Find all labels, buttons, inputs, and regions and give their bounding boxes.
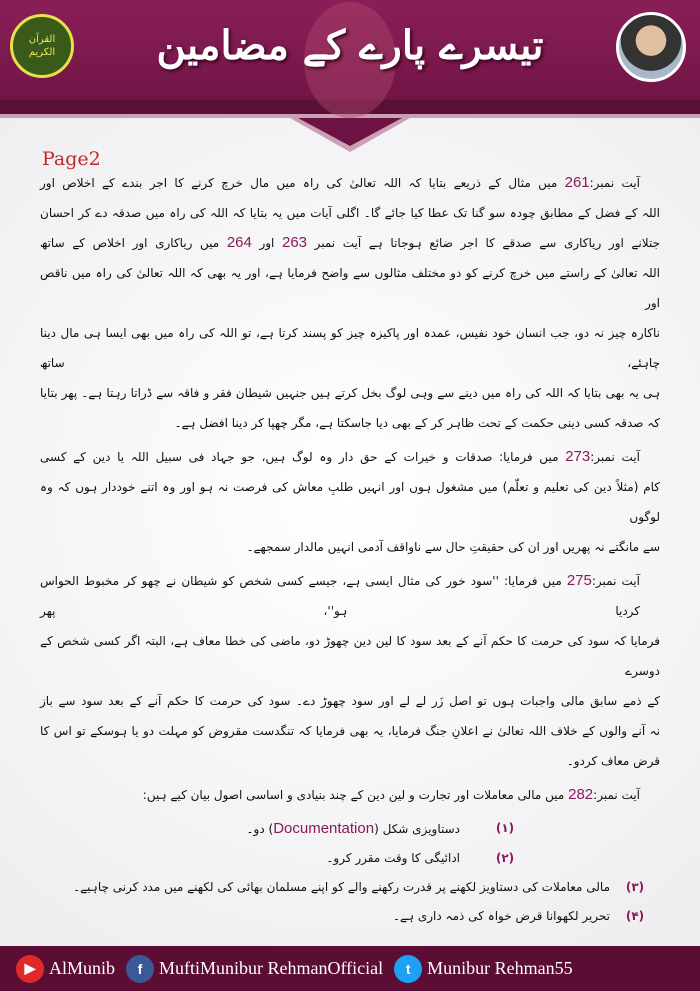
text-segment: ہی یہ بھی بتایا کہ اللہ کی راہ میں دینے سے وہی لوگ بخل کرتے ہیں جنہیں شیطان فقر و فاقہ سے ڈراتا رہتا ہے۔ پھر بتایا: [40, 386, 660, 400]
text-segment: میں مالی معاملات اور تجارت و لین دین کے چند بنیادی و اساسی اصول بیان کیے ہیں:: [142, 788, 569, 802]
text-segment: فرمایا کہ سود کی حرمت کا حکم آنے کے بعد سود کا لین دین چھوڑ دو، ماضی کی خطا معاف ہے، البتہ اگر کسی شخص کے دوسرے: [40, 634, 660, 678]
page-title: تیسرے پارے کے مضامین: [156, 22, 544, 69]
list-number: (۱): [495, 821, 515, 835]
list-item: [40, 873, 660, 902]
text-segment: آیت نمبر:: [589, 176, 640, 190]
text-line: [40, 442, 660, 472]
list-text: [40, 902, 610, 931]
list-text: [40, 814, 480, 844]
text-line: [40, 318, 660, 378]
list-item: [40, 844, 660, 873]
list-text: [40, 844, 480, 873]
list-number: (۲): [495, 851, 515, 865]
text-segment: دستاویزی شکل (: [374, 822, 460, 836]
text-segment: آیت نمبر:: [593, 788, 640, 802]
article-body: [40, 168, 660, 931]
quran-logo: [10, 14, 74, 78]
text-segment: تحریر لکھوانا قرض خواہ کی ذمہ داری ہے۔: [392, 909, 610, 923]
text-segment: آیت نمبر:: [591, 574, 640, 588]
text-segment: مالی معاملات کی دستاویز لکھنے پر قدرت رکھنے والے کو اپنے مسلمان بھائی کی لکھنے میں مدد کرنی چاہیے۔: [73, 880, 610, 894]
paragraph: [40, 566, 660, 776]
text-segment: اللہ کے فضل کے مطابق چودہ سو گنا تک عطا کیا جائے گا۔ اگلی آیات میں یہ بتایا کہ اللہ کی راہ میں صدقہ دے کر احسان: [40, 206, 660, 220]
author-avatar: [616, 12, 686, 82]
list-number: (۳): [625, 880, 645, 894]
text-line: [40, 228, 660, 258]
ayah-number: 273: [565, 448, 591, 465]
text-segment: سے مانگتے نہ پھریں اور ان کی حقیقتِ حال سے ناواقف آدمی انہیں مالدار سمجھے۔: [246, 540, 660, 554]
paragraph: [40, 780, 660, 810]
text-line: [40, 716, 660, 746]
ayah-number: 261: [564, 174, 590, 191]
text-segment: نہ آنے والوں کے خلاف اللہ تعالیٰ نے اعلانِ جنگ فرمایا، یہ بھی فرمایا کہ تنگدست مقروض کو مہلت دو یا ہوسکے تو اس کا: [40, 724, 660, 738]
text-segment: ) دو۔: [246, 822, 274, 836]
social-footer: [0, 946, 700, 991]
ayah-number: 282: [568, 786, 594, 803]
twitter-handle[interactable]: Munibur Rehman55: [427, 958, 573, 978]
principles-list: [40, 814, 660, 931]
text-line: [40, 746, 660, 776]
text-line: [40, 532, 660, 562]
facebook-icon[interactable]: f: [126, 955, 154, 983]
list-item: [40, 814, 660, 844]
paragraph: [40, 442, 660, 562]
text-line: [40, 472, 660, 532]
ayah-number: 275: [566, 572, 592, 589]
text-segment: میں ریاکاری اور اخلاص کے ساتھ: [40, 236, 227, 250]
youtube-handle[interactable]: AlMunib: [49, 958, 116, 978]
youtube-icon[interactable]: ▶: [16, 955, 44, 983]
list-item: [40, 902, 660, 931]
text-line: [40, 258, 660, 318]
text-segment: اللہ تعالیٰ کے راستے میں خرچ کرنے کو دو مختلف مثالوں سے واضح فرمایا ہے، اور یہ بھی کہ اللہ تعالیٰ کی راہ میں ناقص اور: [40, 266, 660, 310]
ayah-number: 263: [281, 234, 308, 251]
text-line: [40, 378, 660, 408]
text-segment: ناکارہ چیز نہ دو، جب انسان خود نفیس، عمدہ اور پاکیزہ چیز کو پسند کرتا ہے، تو اللہ کی راہ میں بھی ایسا ہی مال دینا چاہئے، ساتھ: [40, 326, 660, 370]
text-segment: کام (مثلاً دین کی تعلیم و تعلّم) میں مشغول ہوں اور انہیں طلبِ معاش کی فرصت نہ ہو اور وہ اتنے خوددار ہوں کہ وہ لوگوں: [40, 480, 660, 524]
list-text: [40, 873, 610, 902]
ayah-number: Documentation: [273, 820, 375, 837]
twitter-icon[interactable]: t: [394, 955, 422, 983]
text-segment: اور: [251, 236, 282, 250]
text-segment: کے ذمے سابق مالی واجبات ہوں تو اصل زَر لے لے اور سود چھوڑ دے۔ سود کی حرمت کا حکم آنے کے بعد سود سے باز: [40, 694, 660, 708]
text-line: [40, 686, 660, 716]
text-segment: میں مثال کے ذریعے بتایا کہ اللہ تعالیٰ کی راہ میں مال خرچ کرنے کا اجر بندے کے اخلاص اور: [40, 176, 565, 190]
logo-text: القرآن الکریم: [28, 34, 56, 58]
ayah-number: 264: [226, 234, 252, 251]
text-line: [40, 626, 660, 686]
text-segment: میں فرمایا: صدقات و خیرات کے حق دار وہ لوگ ہیں، جو جہاد فی سبیل اللہ یا دین کے کسی: [40, 450, 566, 464]
text-line: [40, 566, 660, 626]
text-segment: میں فرمایا: ''سود خور کی مثال ایسی ہے، جیسے کسی شخص کو شیطان نے چھو کر مخبوط الحواس کردیا ہو''، پھر: [40, 574, 640, 618]
page-number: Page2: [42, 148, 101, 170]
paragraph: [40, 168, 660, 438]
text-line: [40, 198, 660, 228]
list-number: (۴): [625, 909, 645, 923]
text-segment: قرض معاف کردو۔: [566, 754, 660, 768]
text-segment: کہ صدقہ کسی دینی حکمت کے تحت ظاہر کر کے بھی دیا جاسکتا ہے، مگر چھپا کر دینا افضل ہے۔: [174, 416, 660, 430]
text-line: [40, 780, 660, 810]
text-segment: جتلانے اور ریاکاری سے صدقے کا اجر ضائع ہوجاتا ہے آیت نمبر: [307, 236, 660, 250]
text-segment: ادائیگی کا وقت مقرر کرو۔: [326, 851, 460, 865]
facebook-handle[interactable]: MuftiMunibur RehmanOfficial: [159, 958, 384, 978]
text-line: [40, 408, 660, 438]
text-line: [40, 168, 660, 198]
text-segment: آیت نمبر:: [590, 450, 640, 464]
